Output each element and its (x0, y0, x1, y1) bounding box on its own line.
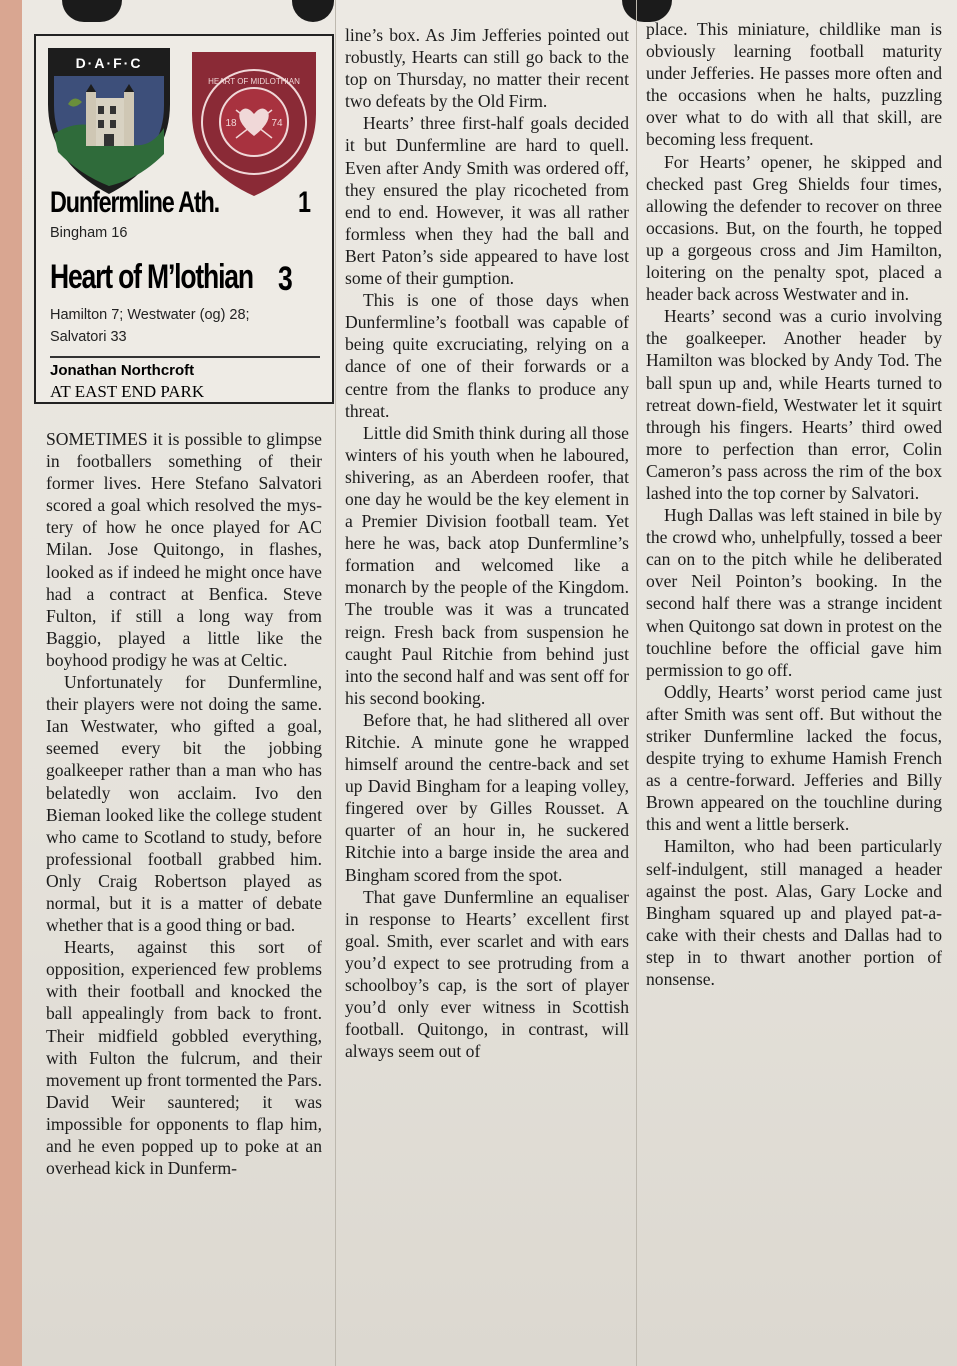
home-team-row (50, 186, 330, 220)
column3-paragraph: Hearts’ second was a curio involving the goalkeeper. Another header by Hamilton was blocked by Andy Tod. The ball spun up and, while Hearts turned to retreat down-field, Westwater let it squirt through his fingers. Hearts’ third owed more to perfection than error, Colin Cameron’s pass across the rim of the box lashed into the top corner by Salvatori. (646, 306, 942, 503)
team-crests (44, 44, 324, 200)
column2-paragraph: Hearts’ three first-half goals decided it but Dunfermline are hard to quell. Even after Andy Smith was ordered off, they ensured the play ricocheted from end to end. However, it was all rather formless when they had the ball and Bert Paton’s side appeared to have lost some of their gumption. (345, 113, 629, 289)
away-team-score: 3 (278, 260, 292, 298)
home-team-score: 1 (298, 186, 310, 219)
column-rule-2 (636, 0, 637, 1366)
masthead-fragment-middle (292, 0, 334, 22)
dafc-badge-text: D·A·F·C (75, 55, 143, 71)
match-score-box (34, 34, 334, 404)
column1-paragraph: Hearts, against this sort of opposition, experienced few problems with their football and knocked the ball appealingly from back to front. Their midfield gobbled everything, with Fulton the fulcrum, and their movement up front tormented the Pars. David Weir sauntered; it was impossible for opponents to flap him, and he even popped up to poke at an overhead kick in Dunferm- (46, 937, 322, 1179)
column1-paragraph: Unfortunately for Dunfermline, their players were not doing the same. Ian Westwater, who gifted a goal, seemed every bit the jobbing goalkeeper rather than a man who has belatedly won acclaim. Ivo den Bieman looked like the college student who came to Scotland to study, before professional football grabbed him. Only Craig Robertson played as normal, but it is a matter of debate whether that is a good thing or bad. (46, 672, 322, 936)
column2-paragraph: Little did Smith think during all those winters of his youth when he laboured, shivering, as an Aberdeen roofer, that one day he would be the key element in a Premier Division football team. Yet here he was, back atop Dunfermline’s formation and welcomed like a monarch by the people of the Kingdom. The trouble was it was a truncated reign. Fresh back from suspension he caught Paul Ritchie from behind just into the second half and was sent off for his second booking. (345, 422, 629, 708)
column2-paragraph: line’s box. As Jim Jefferies pointed out robustly, Hearts can still go back to the top on Thursday, no matter their recent two defeats by the Old Firm. (345, 25, 629, 112)
column3-paragraph: Oddly, Hearts’ worst period came just after Smith was sent off. But without the striker Dunfermline lacked the focus, despite trying to exhume Hamish French as a centre-forward. Jefferies and Billy Brown appeared on the touchline during this and went a little berserk. (646, 681, 942, 835)
column3-paragraph: place. This miniature, childlike man is obviously learning football maturity under Jefferies. He passes more often and the occasions when he halts, puzzling over what to do with all that skill, are becoming less frequent. (646, 19, 942, 150)
hearts-crest-icon (192, 52, 316, 196)
away-scorers-line2: Salvatori 33 (50, 329, 127, 345)
home-scorers: Bingham 16 (50, 225, 128, 241)
hearts-year-left: 18 (225, 118, 237, 129)
article-column-3 (646, 18, 942, 990)
away-scorers-line1: Hamilton 7; Westwater (og) 28; (50, 307, 250, 323)
hearts-year-right: 74 (271, 118, 283, 129)
column3-paragraph: Hugh Dallas was left stained in bile by the crowd who, unhelpfully, tossed a beer can on to the pitch while he deliberated over Neil Pointon’s booking. In the second half there was a strange incident when Quitongo sat down in protest on the touchline before the official gave him permission to go off. (646, 505, 942, 680)
hearts-ring-text: HEART OF MIDLOTHIAN (208, 77, 300, 86)
newspaper-page (22, 0, 957, 1366)
column2-paragraph: Before that, he had slithered all over Ritchie. A minute gone he wrapped himself around the centre-back and set up David Bingham for a leaping volley, fingered over by Gilles Rousset. A quarter of an hour in, he suckered Ritchie into a barge inside the area and Bingham scored from the spot. (345, 709, 629, 885)
column-rule-1 (335, 0, 336, 1366)
away-team-name: Heart of M’lothian (50, 258, 253, 296)
column2-paragraph: This is one of those days when Dunfermline’s football was capable of being quite excruciating, relying on a dance of one of their forwards or a centre from the flanks to produce any threat. (345, 290, 629, 421)
column2-paragraph: That gave Dunfermline an equaliser in response to Hearts’ excellent first goal. Smith, ever scarlet and with ears you’d expect to see protruding from a schoolboy’s cap, is the sort of player you’d only ever witness in Scottish football. Quitongo, in contrast, will always seem out of (345, 886, 629, 1062)
venue-line: AT EAST END PARK (50, 382, 205, 401)
author-byline: Jonathan Northcroft (50, 362, 195, 379)
dunfermline-crest-icon (48, 48, 170, 194)
article-column-1 (46, 428, 322, 1179)
column1-paragraph: SOMETIMES it is possible to glimpse in footballers something of their former lives. Here Stefano Salvatori scored a goal which resolved the mystery of how he once played for AC Milan. Jose Quitongo, in flashes, looked as if indeed he might once have had a contract at Benfica. Steve Fulton, if still a long way from Baggio, played a little like the boyhood prodigy he was at Celtic. (46, 429, 322, 670)
column3-paragraph: For Hearts’ opener, he skipped and checked past Greg Shields four times, allowing the defender to recover on three occasions. But, on the fourth, he topped up a gorgeous cross and Jim Hamilton, loitering on the penalty spot, placed a header back across Westwater and in. (646, 151, 942, 305)
article-column-2 (345, 24, 629, 1062)
home-team-name: Dunfermline Ath. (50, 186, 219, 219)
masthead-fragment-left (62, 0, 122, 22)
away-team-row (50, 258, 330, 297)
column3-paragraph: Hamilton, who had been particularly self-indulgent, still managed a header against the post. Alas, Gary Locke and Bingham squared up and played pat-a-cake with their chests and Dallas had to step in to thwart another portion of nonsense. (646, 836, 942, 990)
byline-divider (50, 356, 320, 358)
